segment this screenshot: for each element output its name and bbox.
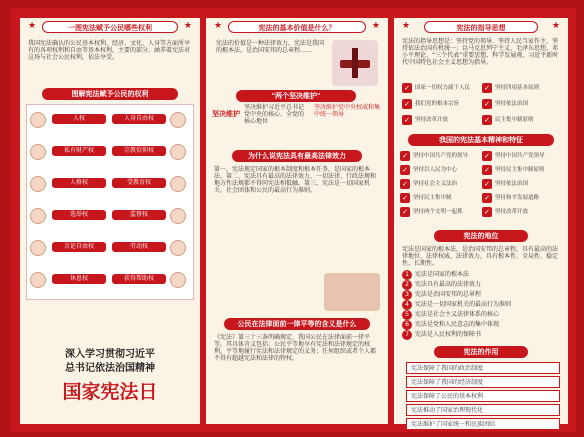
right-label: 言论自由权 [52,242,106,252]
brochure [10,8,576,432]
equality-header: 公民在法律面前一律平等的含义是什么 [224,318,370,330]
list-item: 宪法是国家的根本法 [415,271,470,278]
star-icon: ★ [28,21,37,31]
list-item: ✓ 坚持以人民为中心 [400,164,480,176]
list-item: ✓ 坚持中国共产党领导 [482,150,562,162]
panel-values [206,18,388,424]
eye-icon [170,208,186,224]
number-badge: 1 [402,270,412,280]
temple-icon [170,144,186,160]
check-icon: ✓ [482,193,492,203]
check-icon: ✓ [400,193,410,203]
uphold-header: "两个坚决维护" [236,90,356,102]
star-icon: ★ [402,21,411,31]
check-icon: ✓ [402,83,412,93]
number-badge: 5 [402,310,412,320]
right-label: 人身自由权 [112,114,166,124]
list-item: ✓ 国家一切权力属于人民 [402,82,480,94]
list-item: ✓ 坚持民主集中制原则 [482,164,562,176]
table-row: 宪法保障了我国的政治制度 [406,362,560,374]
role-list [394,362,568,432]
book-icon [170,176,186,192]
spirit-list [398,150,564,230]
check-icon: ✓ [400,165,410,175]
big-title: 国家宪法日 [62,381,158,403]
check-icon: ✓ [482,165,492,175]
uphold-right: 坚决维护党中央权威和集中统一领导 [314,104,381,118]
check-icon: ✓ [482,151,492,161]
rights-left-column [30,108,110,300]
right-label: 宗教信仰权 [112,146,166,156]
slogan-line1: 深入学习贯彻习近平 [65,349,155,360]
status-list [402,270,560,340]
people-illustration [324,273,380,311]
guide-header: 宪法的指导思想 [424,21,538,33]
uphold-label: 坚决维护 [212,110,240,118]
star-icon: ★ [183,21,192,31]
list-item: ✓ 坚持改革开放 [402,114,480,126]
supreme-text: 第一，宪法规定国家的根本制度和根本任务，是国家的根本法。第二，宪法具有最高的法律效力，一切法律、行政法规和地方性法规都不得同宪法相抵触。第三，宪法是一切国家机关、社会团体和公民的最高行为准则。 [214,166,377,194]
star-icon: ★ [371,21,380,31]
check-icon: ✓ [400,179,410,189]
right-label: 私有财产权 [52,146,106,156]
rights-subheader: 图解宪法赋予公民的权利 [42,88,178,100]
hand-icon [170,272,186,288]
check-icon: ✓ [400,151,410,161]
status-text: 宪法是国家的根本法，是治国安邦的总章程，具有最高的法律地位、法律权威、法律效力，具有根本性、全局性、稳定性、长期性。 [402,246,559,267]
rights-intro: 我国宪法确认的公民基本权利，经济、文化、人身等方面所享有的各项权利和自由等基本权利，主要的部分、涵养着宪法对这场与社会公民权利，依法享受。 [28,40,191,61]
check-icon: ✓ [400,207,410,217]
right-label: 休息权 [52,274,106,284]
number-badge: 7 [402,330,412,340]
person-icon [170,112,186,128]
number-badge: 2 [402,280,412,290]
list-item: 宪法是人民权利的保障书 [415,331,482,338]
list-item: ✓ 坚持依法治国 [482,98,560,110]
ballot-icon [30,208,46,224]
check-icon: ✓ [482,207,492,217]
list-item: 宪法是党和人民意志的集中体现 [415,321,500,328]
person-icon [30,176,46,192]
check-icon: ✓ [402,99,412,109]
role-header: 宪法的作用 [434,346,528,358]
list-item: ✓ 坚持社会主义法治 [400,178,480,190]
rights-right-column [112,108,192,300]
gavel-icon [332,40,378,86]
right-label: 选举权 [52,210,106,220]
check-icon: ✓ [482,83,492,93]
table-row: 宪法推动了国家治理现代化 [406,404,560,416]
house-icon [30,144,46,160]
list-item: 宪法是社会主义法律体系的核心 [415,311,500,318]
table-row: 宪法维护了国家统一和民族团结 [406,418,560,430]
list-item: ✓ 坚持和平发展道路 [482,192,562,204]
star-icon: ★ [551,21,560,31]
table-row: 宪法保障了我国的经济制度 [406,376,560,388]
supreme-header: 为什么说宪法具有最高法律效力 [232,150,362,162]
star-icon: ★ [214,21,223,31]
list-item: ✓ 我们党的根本宗旨 [402,98,480,110]
list-item: 宪法是一切国家机关的最高行为准则 [415,301,512,308]
list-item: ✓ 坚持两个文明一起抓 [400,206,480,218]
values-text: 宪法的价值是一种法律效力，宪法是我国的根本法，是治国安邦的总章程…… [216,40,325,54]
right-label: 获得帮助权 [112,274,166,284]
panel-rights [20,18,200,424]
list-item: ✓ 坚持改革开放 [482,206,562,218]
values-header: 宪法的基本价值是什么？ [228,21,366,33]
list-item: ✓ 民主集中制原则 [482,114,560,126]
right-label: 受教育权 [112,178,166,188]
speech-icon [30,240,46,256]
right-label: 劳动权 [112,242,166,252]
list-item: 宪法是治国安邦的总章程 [415,291,482,298]
worker-icon [170,240,186,256]
number-badge: 3 [402,290,412,300]
right-label: 人权 [52,114,106,124]
list-item: ✓ 坚持中国共产党的领导 [400,150,480,162]
panel-guidance [394,18,568,428]
check-icon: ✓ [482,99,492,109]
rights-header: 一图宪法赋予公民哪些权利 [42,21,178,33]
slogan-line2: 总书记依法治国精神 [65,363,155,374]
check-icon: ✓ [482,115,492,125]
number-badge: 4 [402,300,412,310]
list-item: 宪法具有最高的法律效力 [415,281,482,288]
right-label: 监督权 [112,210,166,220]
check-icon: ✓ [402,115,412,125]
spirit-header: 我国的宪法基本精神和特征 [408,134,554,146]
list-item: ✓ 坚持依法治国 [482,178,562,190]
equality-text: 《宪法》第三十三条明确规定，我国公民在法律面前一律平等。其具体含义包括：公民平等地享有宪法和法律规定的权利，平等地履行宪法和法律规定的义务；任何组织或者个人都不得有超越宪法和法律的特权。 [214,334,377,362]
table-row: 宪法保障了公民的基本权利 [406,390,560,402]
list-item: ✓ 坚持民主集中制 [400,192,480,204]
list-item: ✓ 坚持四项基本原则 [482,82,560,94]
status-header: 宪法的地位 [434,230,528,242]
number-badge: 6 [402,320,412,330]
bed-icon [30,272,46,288]
uphold-left: 坚决维护习近平总书记党中央的核心、全党的核心地位 [244,104,305,125]
check-icon: ✓ [482,179,492,189]
guide-text: 宪法的指导思想是：坚持党的领导、坚持人民当家作主、坚持依法治国有机统一；以马克思列宁主义、毛泽东思想、邓小平理论、“三个代表”重要思想、科学发展观、习近平新时代中国特色社会主义思想为指导。 [402,38,559,66]
right-label: 人格权 [52,178,106,188]
person-icon [30,112,46,128]
